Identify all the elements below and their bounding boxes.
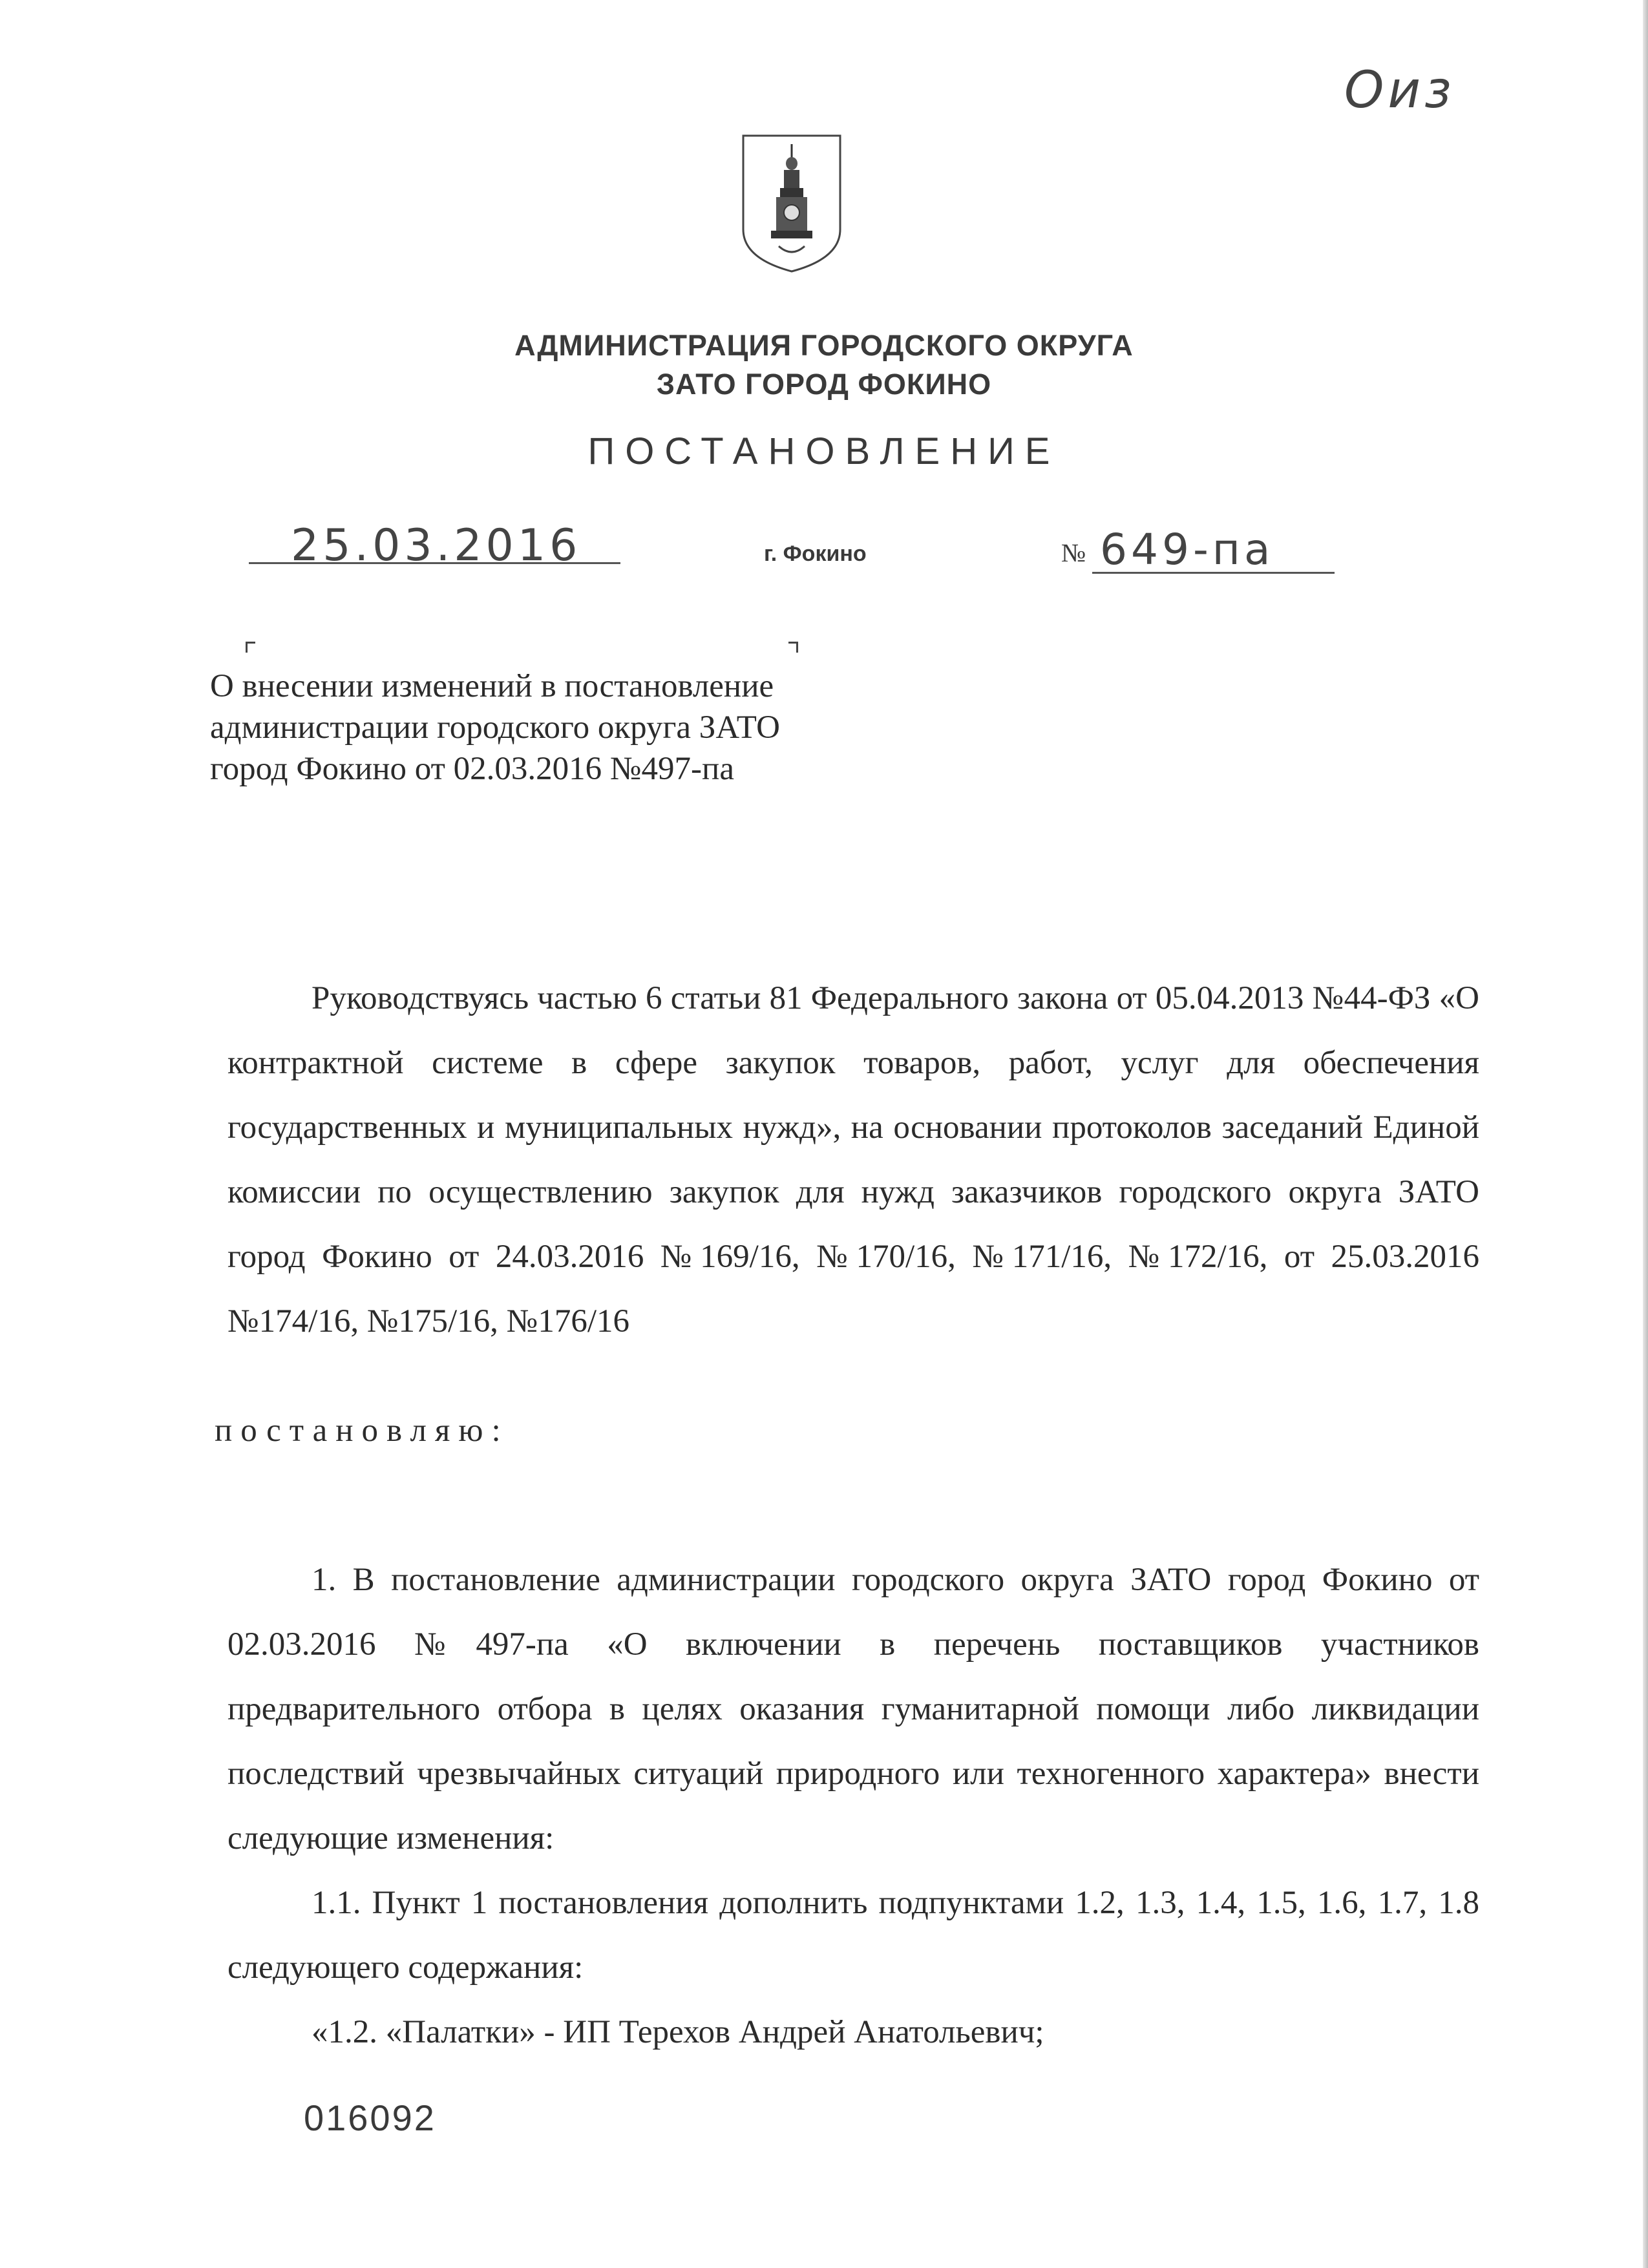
subject-bracket-left [246,642,255,653]
subject-bracket-right [788,642,798,653]
resolve-word: постановляю: [215,1412,509,1449]
issuing-organization [0,326,1648,404]
document-date: 25.03.2016 [291,520,582,571]
preamble-text: Руководствуясь частью 6 статьи 81 Федерального закона от 05.04.2013 №44-ФЗ «О контрактной системе в сфере закупок товаров, работ, услуг для обеспечения государственных и муниципальных нужд», на основании протоколов заседаний Единой комиссии по осуществлению закупок для нужд заказчиков городского округа ЗАТО город Фокино от 24.03.2016 №169/16, №170/16, №171/16, №172/16, от 25.03.2016 №174/16, №175/16, №176/16 [227,980,1479,1339]
item-1-2: «1.2. «Палатки» - ИП Терехов Андрей Анатольевич; [312,2014,1044,2050]
form-serial-number: 016092 [304,2097,436,2138]
item-1-1: 1.1. Пункт 1 постановления дополнить подпунктами 1.2, 1.3, 1.4, 1.5, 1.6, 1.7, 1.8 следующего содержания: [227,1885,1479,1986]
org-line-1: АДМИНИСТРАЦИЯ ГОРОДСКОГО ОКРУГА [514,329,1134,362]
coat-of-arms-icon [740,132,843,275]
document-number: 649-па [1100,525,1274,574]
date-underline [249,562,620,564]
document-subject [210,666,921,790]
document-city: г. Фокино [764,541,867,566]
subject-line-1: О внесении изменений в постановление [210,668,774,704]
preamble-paragraph [227,966,1479,1354]
org-line-2: ЗАТО ГОРОД ФОКИНО [656,368,992,401]
resolution-items [227,1548,1479,2064]
document-type-title: ПОСТАНОВЛЕНИЕ [587,430,1061,472]
handwritten-corner-mark: Оиз [1344,61,1455,120]
subject-line-2: администрации городского округа ЗАТО [210,709,781,746]
number-underline [1092,572,1335,574]
item-1: 1. В постановление администрации городского округа ЗАТО город Фокино от 02.03.2016 №497-па «О включении в перечень поставщиков участников предварительного отбора в целях оказания гуманитарной помощи либо ликвидации последствий чрезвычайных ситуаций природного или техногенного характера» внести следующие изменения: [227,1562,1479,1856]
number-label: № [1061,538,1086,567]
subject-line-3: город Фокино от 02.03.2016 №497-па [210,751,734,787]
